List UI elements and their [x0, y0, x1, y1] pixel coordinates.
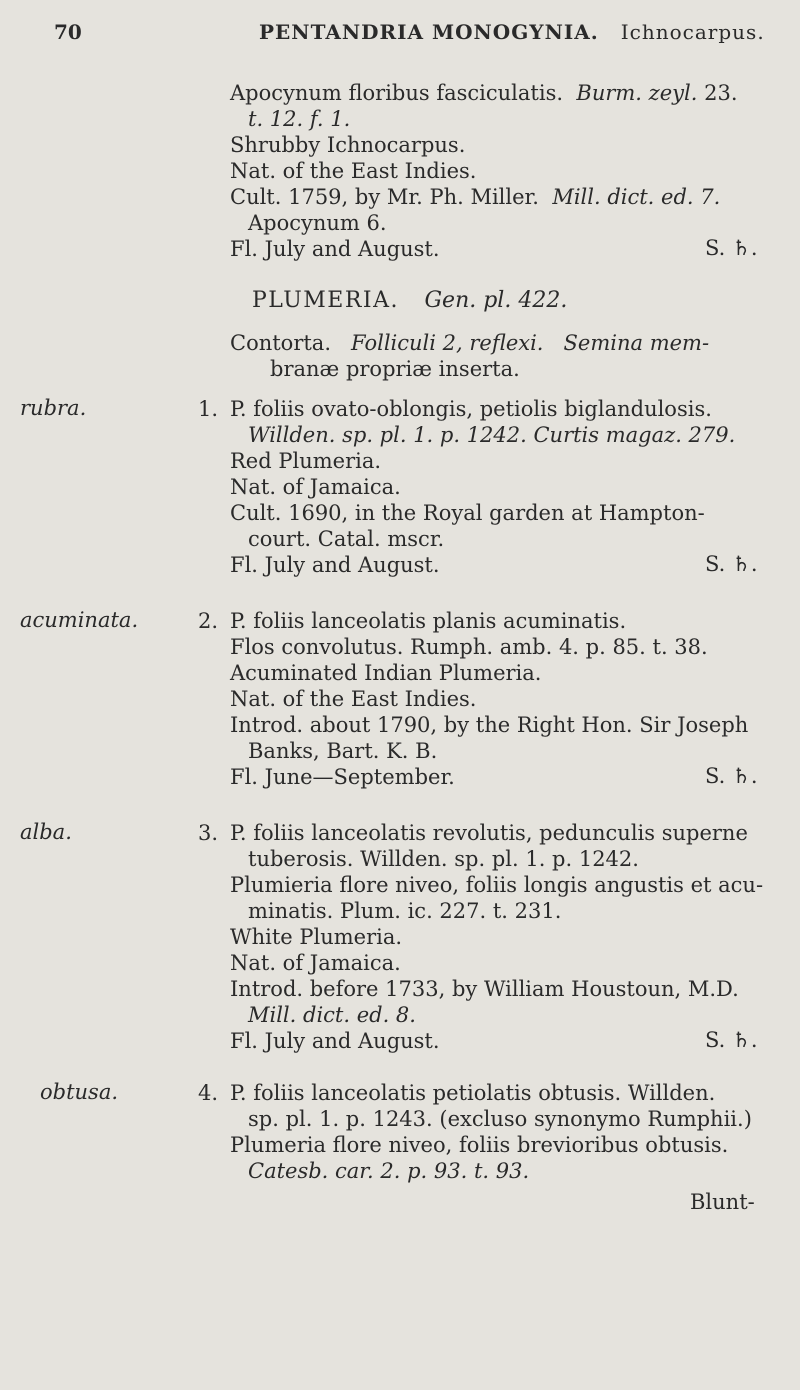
species-line: P. foliis ovato-oblongis, petiolis biglandulosis.	[230, 397, 712, 421]
species-line: Banks, Bart. K. B.	[248, 739, 438, 763]
intro-text: Apocynum floribus fasciculatis.	[230, 81, 564, 105]
intro-line-7: Fl. July and August.	[230, 237, 440, 261]
intro-symbol: S. ♄.	[705, 236, 758, 260]
intro-mill-ref: Mill. dict. ed. 7.	[552, 185, 721, 209]
species-line: P. foliis lanceolatis revolutis, pedunculis superne	[230, 821, 748, 845]
running-head	[259, 20, 765, 44]
catchword: Blunt-	[690, 1190, 755, 1214]
genus-desc-c: Semina mem-	[563, 331, 710, 355]
species-symbol: S. ♄.	[705, 552, 758, 576]
species-line: Introd. about 1790, by the Right Hon. Sir Joseph	[230, 713, 749, 737]
genus-name: PLUMERIA.	[252, 288, 399, 313]
species-line: Fl. June—September.	[230, 765, 455, 789]
genus-desc-line-1	[230, 330, 709, 356]
species-side-name: acuminata.	[20, 608, 139, 632]
species-line: Cult. 1690, in the Royal garden at Hampton-	[230, 501, 705, 525]
species-symbol: S. ♄.	[705, 1028, 758, 1052]
species-line: Acuminated Indian Plumeria.	[230, 661, 542, 685]
species-line: court. Catal. mscr.	[248, 527, 445, 551]
intro-line-5	[230, 184, 720, 210]
running-head-genus: Ichnocarpus.	[620, 20, 765, 44]
species-line: Mill. dict. ed. 8.	[248, 1003, 416, 1027]
species-line: Plumeria flore niveo, foliis brevioribus obtusis.	[230, 1133, 729, 1157]
intro-line-1	[230, 80, 738, 106]
species-line: Nat. of Jamaica.	[230, 951, 401, 975]
species-side-name: rubra.	[20, 396, 87, 420]
intro-line-4: Nat. of the East Indies.	[230, 159, 477, 183]
species-num: 4.	[198, 1081, 219, 1105]
genus-heading	[252, 288, 567, 314]
species-line: Red Plumeria.	[230, 449, 382, 473]
genus-desc-b: Folliculi 2, reflexi.	[351, 331, 544, 355]
running-head-title: PENTANDRIA MONOGYNIA.	[259, 20, 599, 44]
intro-line-6: Apocynum 6.	[248, 211, 387, 235]
intro-cult: Cult. 1759, by Mr. Ph. Miller.	[230, 185, 539, 209]
species-symbol: S. ♄.	[705, 764, 758, 788]
species-num: 1.	[198, 397, 219, 421]
species-line: Catesb. car. 2. p. 93. t. 93.	[248, 1159, 530, 1183]
species-line: Fl. July and August.	[230, 1029, 440, 1053]
species-line: P. foliis lanceolatis petiolatis obtusis. Willden.	[230, 1081, 716, 1105]
species-line: Introd. before 1733, by William Houstoun, M.D.	[230, 977, 739, 1001]
species-line: Nat. of Jamaica.	[230, 475, 401, 499]
species-num: 2.	[198, 609, 219, 633]
intro-ref-num: 23.	[704, 81, 738, 105]
genus-desc-a: Contorta.	[230, 331, 331, 355]
species-line: Fl. July and August.	[230, 553, 440, 577]
species-line: Flos convolutus. Rumph. amb. 4. p. 85. t. 38.	[230, 635, 708, 659]
intro-line-2: t. 12. f. 1.	[248, 107, 351, 131]
species-side-name: alba.	[20, 820, 72, 844]
intro-ref: Burm. zeyl.	[576, 81, 698, 105]
species-line: Nat. of the East Indies.	[230, 687, 477, 711]
genus-desc-line-2: branæ propriæ inserta.	[270, 357, 520, 381]
species-line: Plumieria flore niveo, foliis longis angustis et acu-	[230, 873, 764, 897]
page-number: 70	[54, 20, 82, 44]
species-line: P. foliis lanceolatis planis acuminatis.	[230, 609, 627, 633]
species-side-name: obtusa.	[40, 1080, 119, 1104]
genus-ref: Gen. pl. 422.	[424, 288, 568, 313]
intro-line-3: Shrubby Ichnocarpus.	[230, 133, 466, 157]
species-line: sp. pl. 1. p. 1243. (excluso synonymo Rumphii.)	[248, 1107, 752, 1131]
species-line: minatis. Plum. ic. 227. t. 231.	[248, 899, 562, 923]
species-line: White Plumeria.	[230, 925, 403, 949]
species-line: tuberosis. Willden. sp. pl. 1. p. 1242.	[248, 847, 639, 871]
species-line: Willden. sp. pl. 1. p. 1242. Curtis magaz. 279.	[248, 423, 736, 447]
running-header	[54, 20, 770, 54]
species-num: 3.	[198, 821, 219, 845]
